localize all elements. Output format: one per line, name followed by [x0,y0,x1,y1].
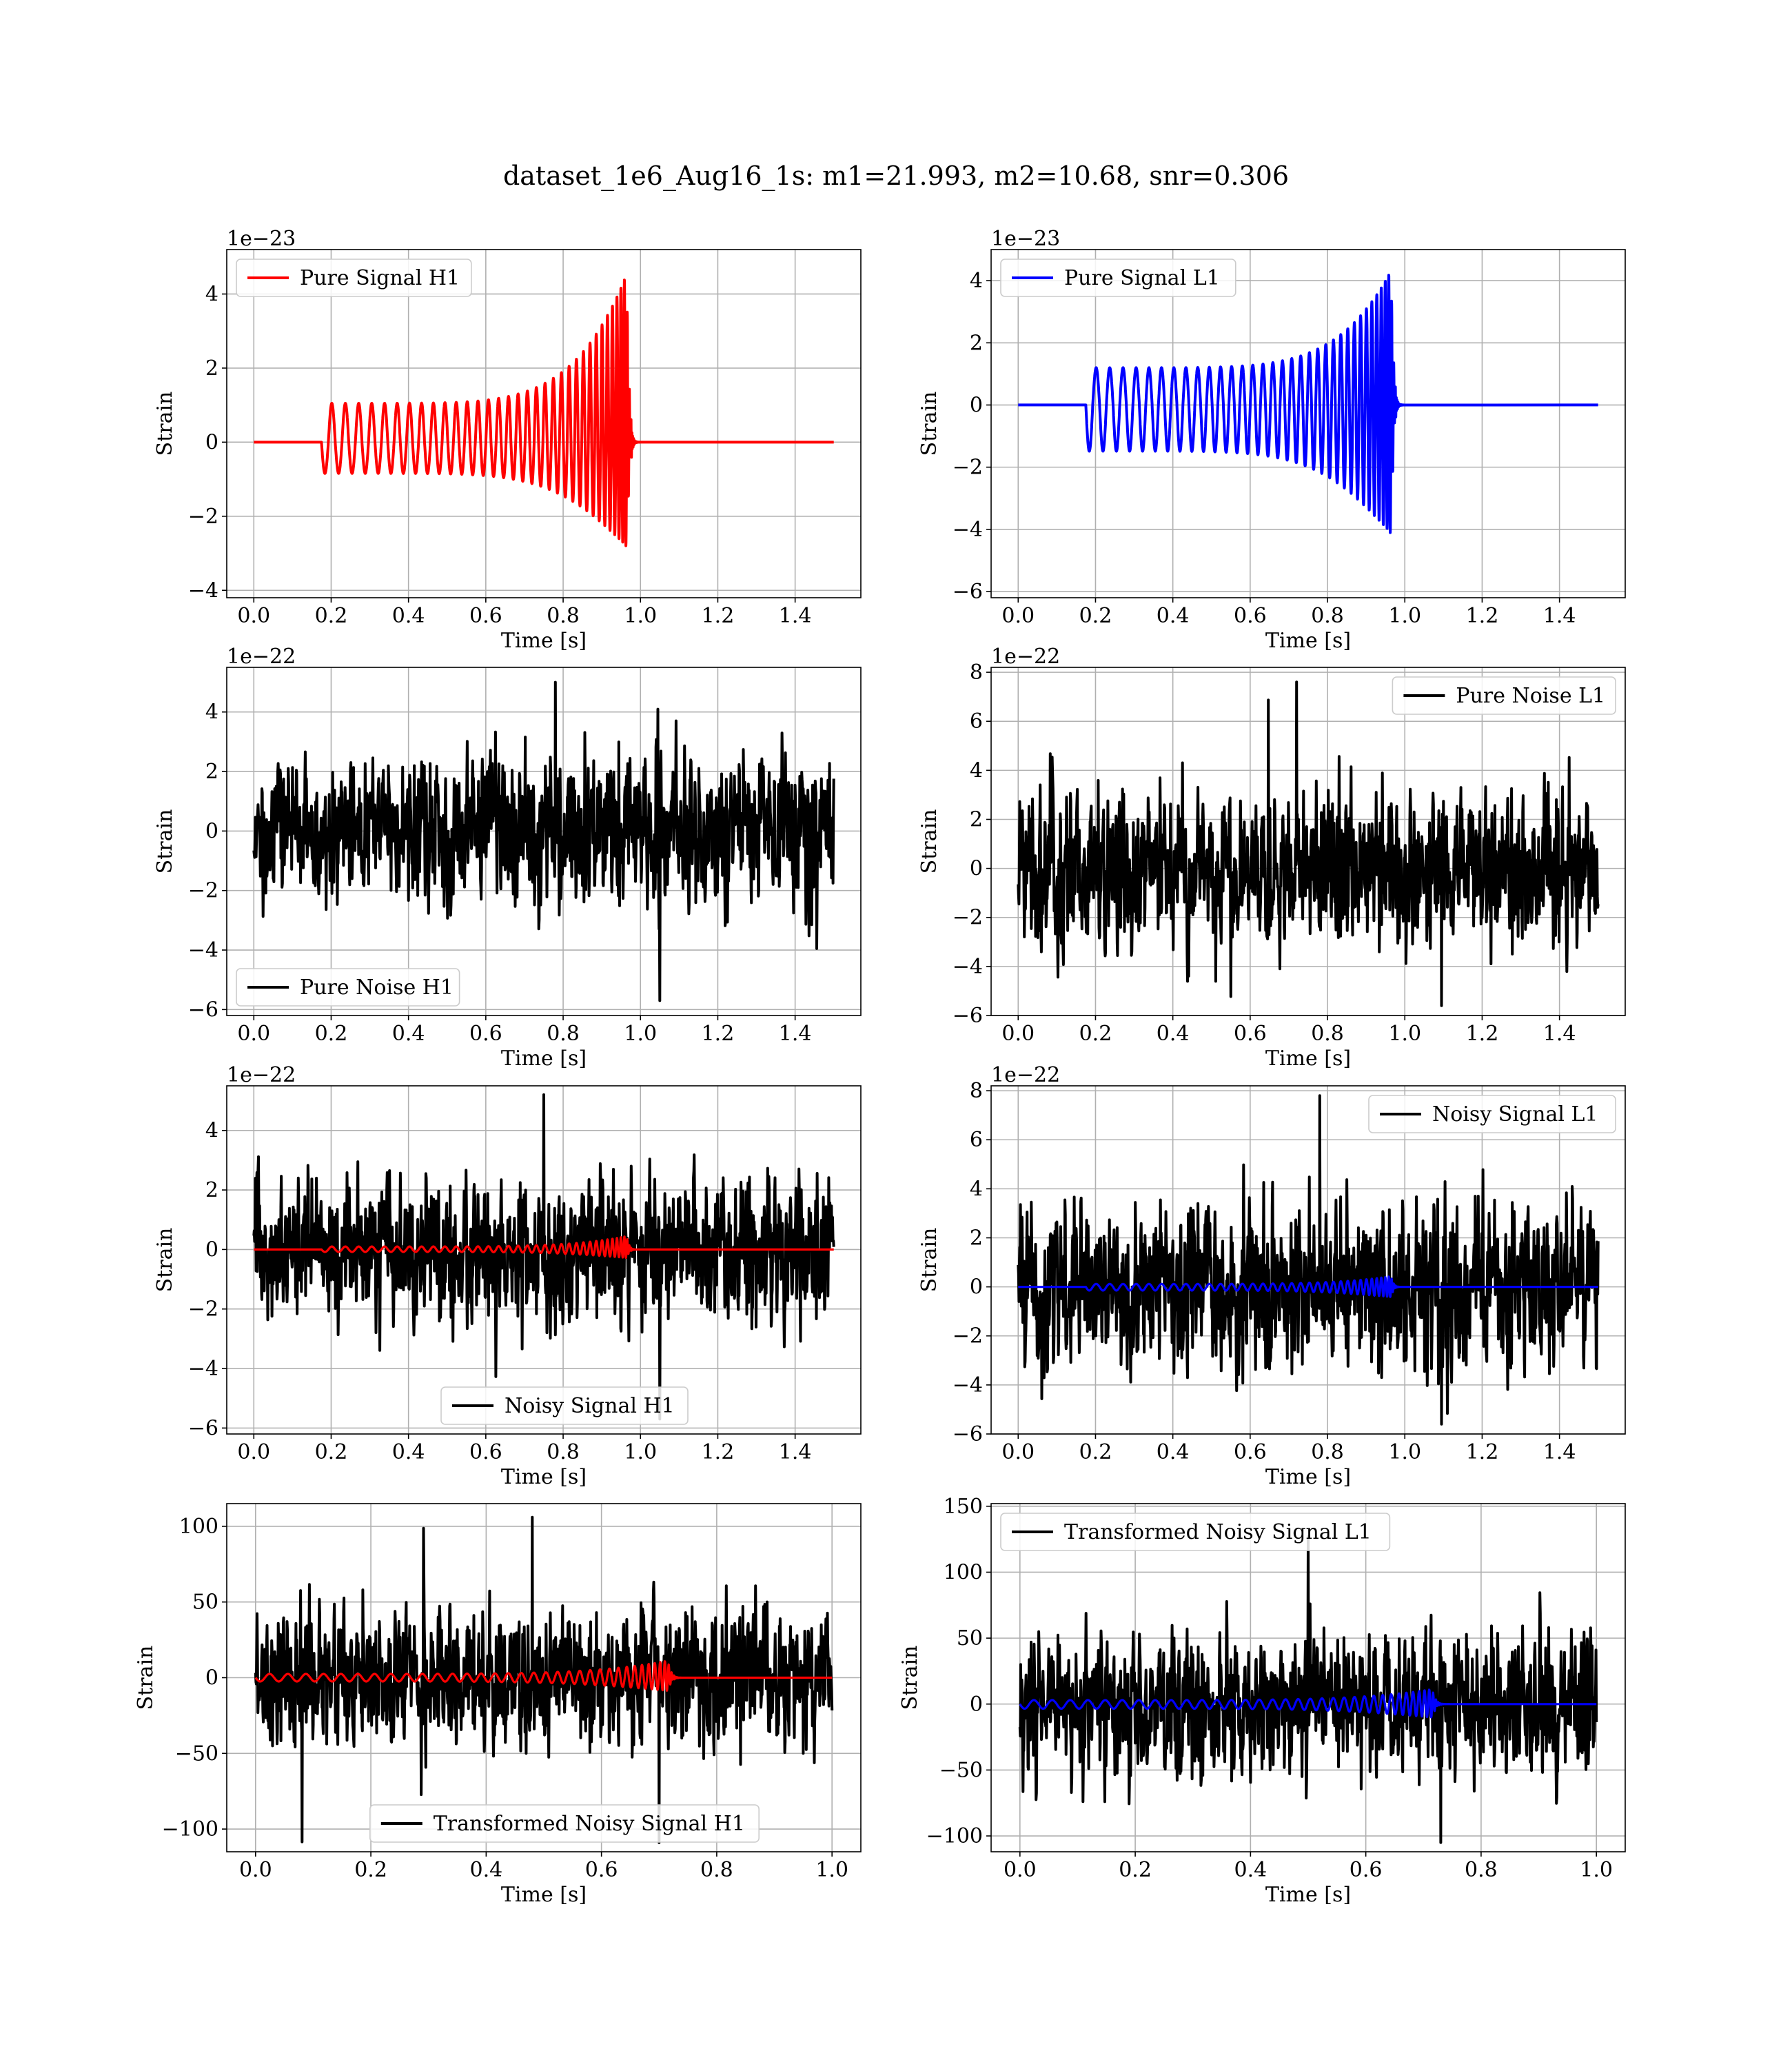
y-axis-label: Strain [917,809,941,874]
x-tick-label: 1.2 [1465,1440,1499,1464]
x-tick-label: 1.2 [1465,604,1499,628]
x-axis-label: Time [s] [500,1047,587,1071]
legend [1001,1513,1389,1550]
x-tick-label: 0.6 [1233,604,1267,628]
x-tick-label: 0.4 [1156,604,1190,628]
y-axis-label: Strain [153,1227,177,1293]
x-tick-label: 0.0 [1001,1440,1035,1464]
y-tick-label: 2 [969,331,983,356]
legend [1369,1095,1616,1133]
x-tick-label: 0.0 [237,1440,271,1464]
x-tick-label: 0.2 [1079,1440,1112,1464]
y-tick-label: 4 [969,269,983,294]
x-tick-label: 1.0 [815,1858,849,1882]
y-tick-label: 4 [969,758,983,783]
x-tick-label: 0.8 [1465,1858,1498,1882]
y-tick-label: 0 [205,1237,218,1262]
axis-offset-text: 1e−23 [991,227,1061,251]
x-tick-label: 0.6 [1233,1440,1267,1464]
y-tick-label: −6 [952,1422,983,1446]
x-tick-label: 1.4 [1542,1440,1576,1464]
y-tick-label: −4 [187,1357,218,1382]
x-tick-label: 0.0 [1003,1858,1037,1882]
y-tick-label: −6 [952,1004,983,1028]
x-tick-label: 0.6 [1349,1858,1383,1882]
y-tick-label: −2 [187,1297,218,1322]
figure-title: dataset_1e6_Aug16_1s: m1=21.993, m2=10.68, snr=0.306 [502,161,1290,191]
x-tick-label: 1.2 [701,1022,735,1046]
legend-label: Pure Signal H1 [300,266,460,290]
y-tick-label: −6 [187,998,218,1022]
y-tick-label: 100 [179,1514,218,1539]
x-tick-label: 0.0 [1001,1022,1035,1046]
y-axis-label: Strain [153,809,177,874]
x-tick-label: 0.4 [469,1858,503,1882]
y-tick-label: 2 [205,760,218,785]
y-tick-label: 0 [205,1666,218,1690]
x-tick-label: 1.2 [701,604,735,628]
x-tick-label: 0.0 [237,604,271,628]
legend-label: Pure Noise L1 [1456,684,1606,708]
y-axis-label: Strain [917,1227,941,1293]
y-tick-label: 2 [969,807,983,832]
x-tick-label: 0.2 [1079,1022,1112,1046]
x-tick-label: 0.4 [391,1440,425,1464]
y-axis-label: Strain [898,1645,922,1710]
y-axis-label: Strain [917,391,941,456]
legend [441,1387,688,1424]
y-tick-label: 4 [969,1177,983,1202]
axis-offset-text: 1e−22 [227,645,296,669]
x-tick-label: 1.4 [1542,604,1576,628]
x-tick-label: 1.0 [1388,604,1422,628]
y-tick-label: −6 [952,579,983,604]
y-tick-label: −4 [187,938,218,963]
legend [370,1805,759,1842]
axis-offset-text: 1e−23 [227,227,296,251]
x-tick-label: 0.8 [1311,604,1344,628]
y-tick-label: 0 [969,856,983,881]
y-tick-label: 4 [205,282,218,307]
y-tick-label: −2 [952,455,983,480]
y-tick-label: −50 [174,1741,218,1766]
legend-label: Pure Signal L1 [1064,266,1220,290]
legend [1392,677,1616,714]
y-axis-label: Strain [134,1645,158,1710]
y-tick-label: −50 [939,1758,983,1783]
legend-label: Noisy Signal H1 [505,1394,675,1418]
y-tick-label: −4 [952,954,983,979]
x-tick-label: 0.4 [391,604,425,628]
y-tick-label: −100 [926,1824,983,1849]
x-tick-label: 0.2 [314,1440,348,1464]
legend-label: Noisy Signal L1 [1432,1102,1598,1127]
y-tick-label: 2 [205,1178,218,1203]
y-tick-label: 0 [969,393,983,418]
legend-label: Pure Noise H1 [300,976,454,1000]
y-tick-label: −2 [187,504,218,529]
x-tick-label: 0.0 [237,1022,271,1046]
y-tick-label: 8 [969,1079,983,1104]
x-axis-label: Time [s] [1265,1465,1352,1489]
x-tick-label: 0.0 [238,1858,272,1882]
y-tick-label: −4 [187,578,218,603]
y-tick-label: 2 [969,1226,983,1251]
x-tick-label: 0.8 [547,1022,580,1046]
y-tick-label: −4 [952,1373,983,1397]
x-tick-label: 0.2 [314,604,348,628]
y-tick-label: −4 [952,517,983,542]
y-tick-label: 50 [192,1590,218,1615]
x-tick-label: 0.6 [584,1858,618,1882]
x-tick-label: 1.2 [701,1440,735,1464]
legend [1001,259,1236,296]
y-tick-label: 0 [969,1275,983,1300]
x-tick-label: 1.0 [624,1022,658,1046]
y-tick-label: 100 [943,1560,983,1585]
x-axis-label: Time [s] [1265,1883,1352,1907]
legend [236,969,460,1006]
x-tick-label: 0.0 [1001,604,1035,628]
x-tick-label: 1.4 [778,604,812,628]
x-tick-label: 1.0 [624,1440,658,1464]
x-tick-label: 0.8 [547,604,580,628]
y-tick-label: −100 [161,1817,218,1842]
y-tick-label: 8 [969,660,983,685]
legend [236,259,471,296]
axis-offset-text: 1e−22 [991,645,1061,669]
y-tick-label: −6 [187,1416,218,1441]
x-tick-label: 0.8 [700,1858,733,1882]
x-tick-label: 1.0 [1388,1440,1422,1464]
y-axis-label: Strain [153,391,177,456]
y-tick-label: −2 [952,905,983,930]
x-tick-label: 0.2 [1119,1858,1152,1882]
legend-label: Transformed Noisy Signal H1 [433,1812,745,1836]
x-tick-label: 1.4 [1542,1022,1576,1046]
y-tick-label: 6 [969,1128,983,1153]
x-tick-label: 1.4 [778,1022,812,1046]
x-tick-label: 1.0 [624,604,658,628]
x-tick-label: 0.2 [314,1022,348,1046]
y-tick-label: 0 [205,430,218,455]
legend-label: Transformed Noisy Signal L1 [1064,1520,1372,1544]
y-tick-label: 6 [969,709,983,734]
x-tick-label: 0.4 [1156,1022,1190,1046]
y-tick-label: 0 [205,819,218,844]
x-axis-label: Time [s] [500,629,587,653]
x-tick-label: 0.8 [1311,1022,1344,1046]
x-tick-label: 0.4 [391,1022,425,1046]
x-tick-label: 1.2 [1465,1022,1499,1046]
x-tick-label: 1.0 [1580,1858,1613,1882]
x-tick-label: 0.8 [547,1440,580,1464]
x-axis-label: Time [s] [1265,1047,1352,1071]
x-tick-label: 0.6 [469,1022,502,1046]
x-tick-label: 0.4 [1234,1858,1267,1882]
y-tick-label: 4 [205,1118,218,1143]
x-tick-label: 1.0 [1388,1022,1422,1046]
y-tick-label: −2 [187,878,218,903]
x-axis-label: Time [s] [500,1883,587,1907]
y-tick-label: 2 [205,356,218,381]
x-tick-label: 0.6 [469,604,502,628]
y-tick-label: 150 [943,1494,983,1519]
y-tick-label: 50 [956,1626,983,1651]
x-tick-label: 0.4 [1156,1440,1190,1464]
x-axis-label: Time [s] [1265,629,1352,653]
x-tick-label: 0.6 [469,1440,502,1464]
x-tick-label: 0.6 [1233,1022,1267,1046]
x-axis-label: Time [s] [500,1465,587,1489]
x-tick-label: 1.4 [778,1440,812,1464]
y-tick-label: 4 [205,700,218,725]
y-tick-label: 0 [969,1692,983,1717]
x-tick-label: 0.8 [1311,1440,1344,1464]
x-tick-label: 0.2 [354,1858,387,1882]
axis-offset-text: 1e−22 [991,1063,1061,1087]
y-tick-label: −2 [952,1324,983,1348]
x-tick-label: 0.2 [1079,604,1112,628]
axis-offset-text: 1e−22 [227,1063,296,1087]
